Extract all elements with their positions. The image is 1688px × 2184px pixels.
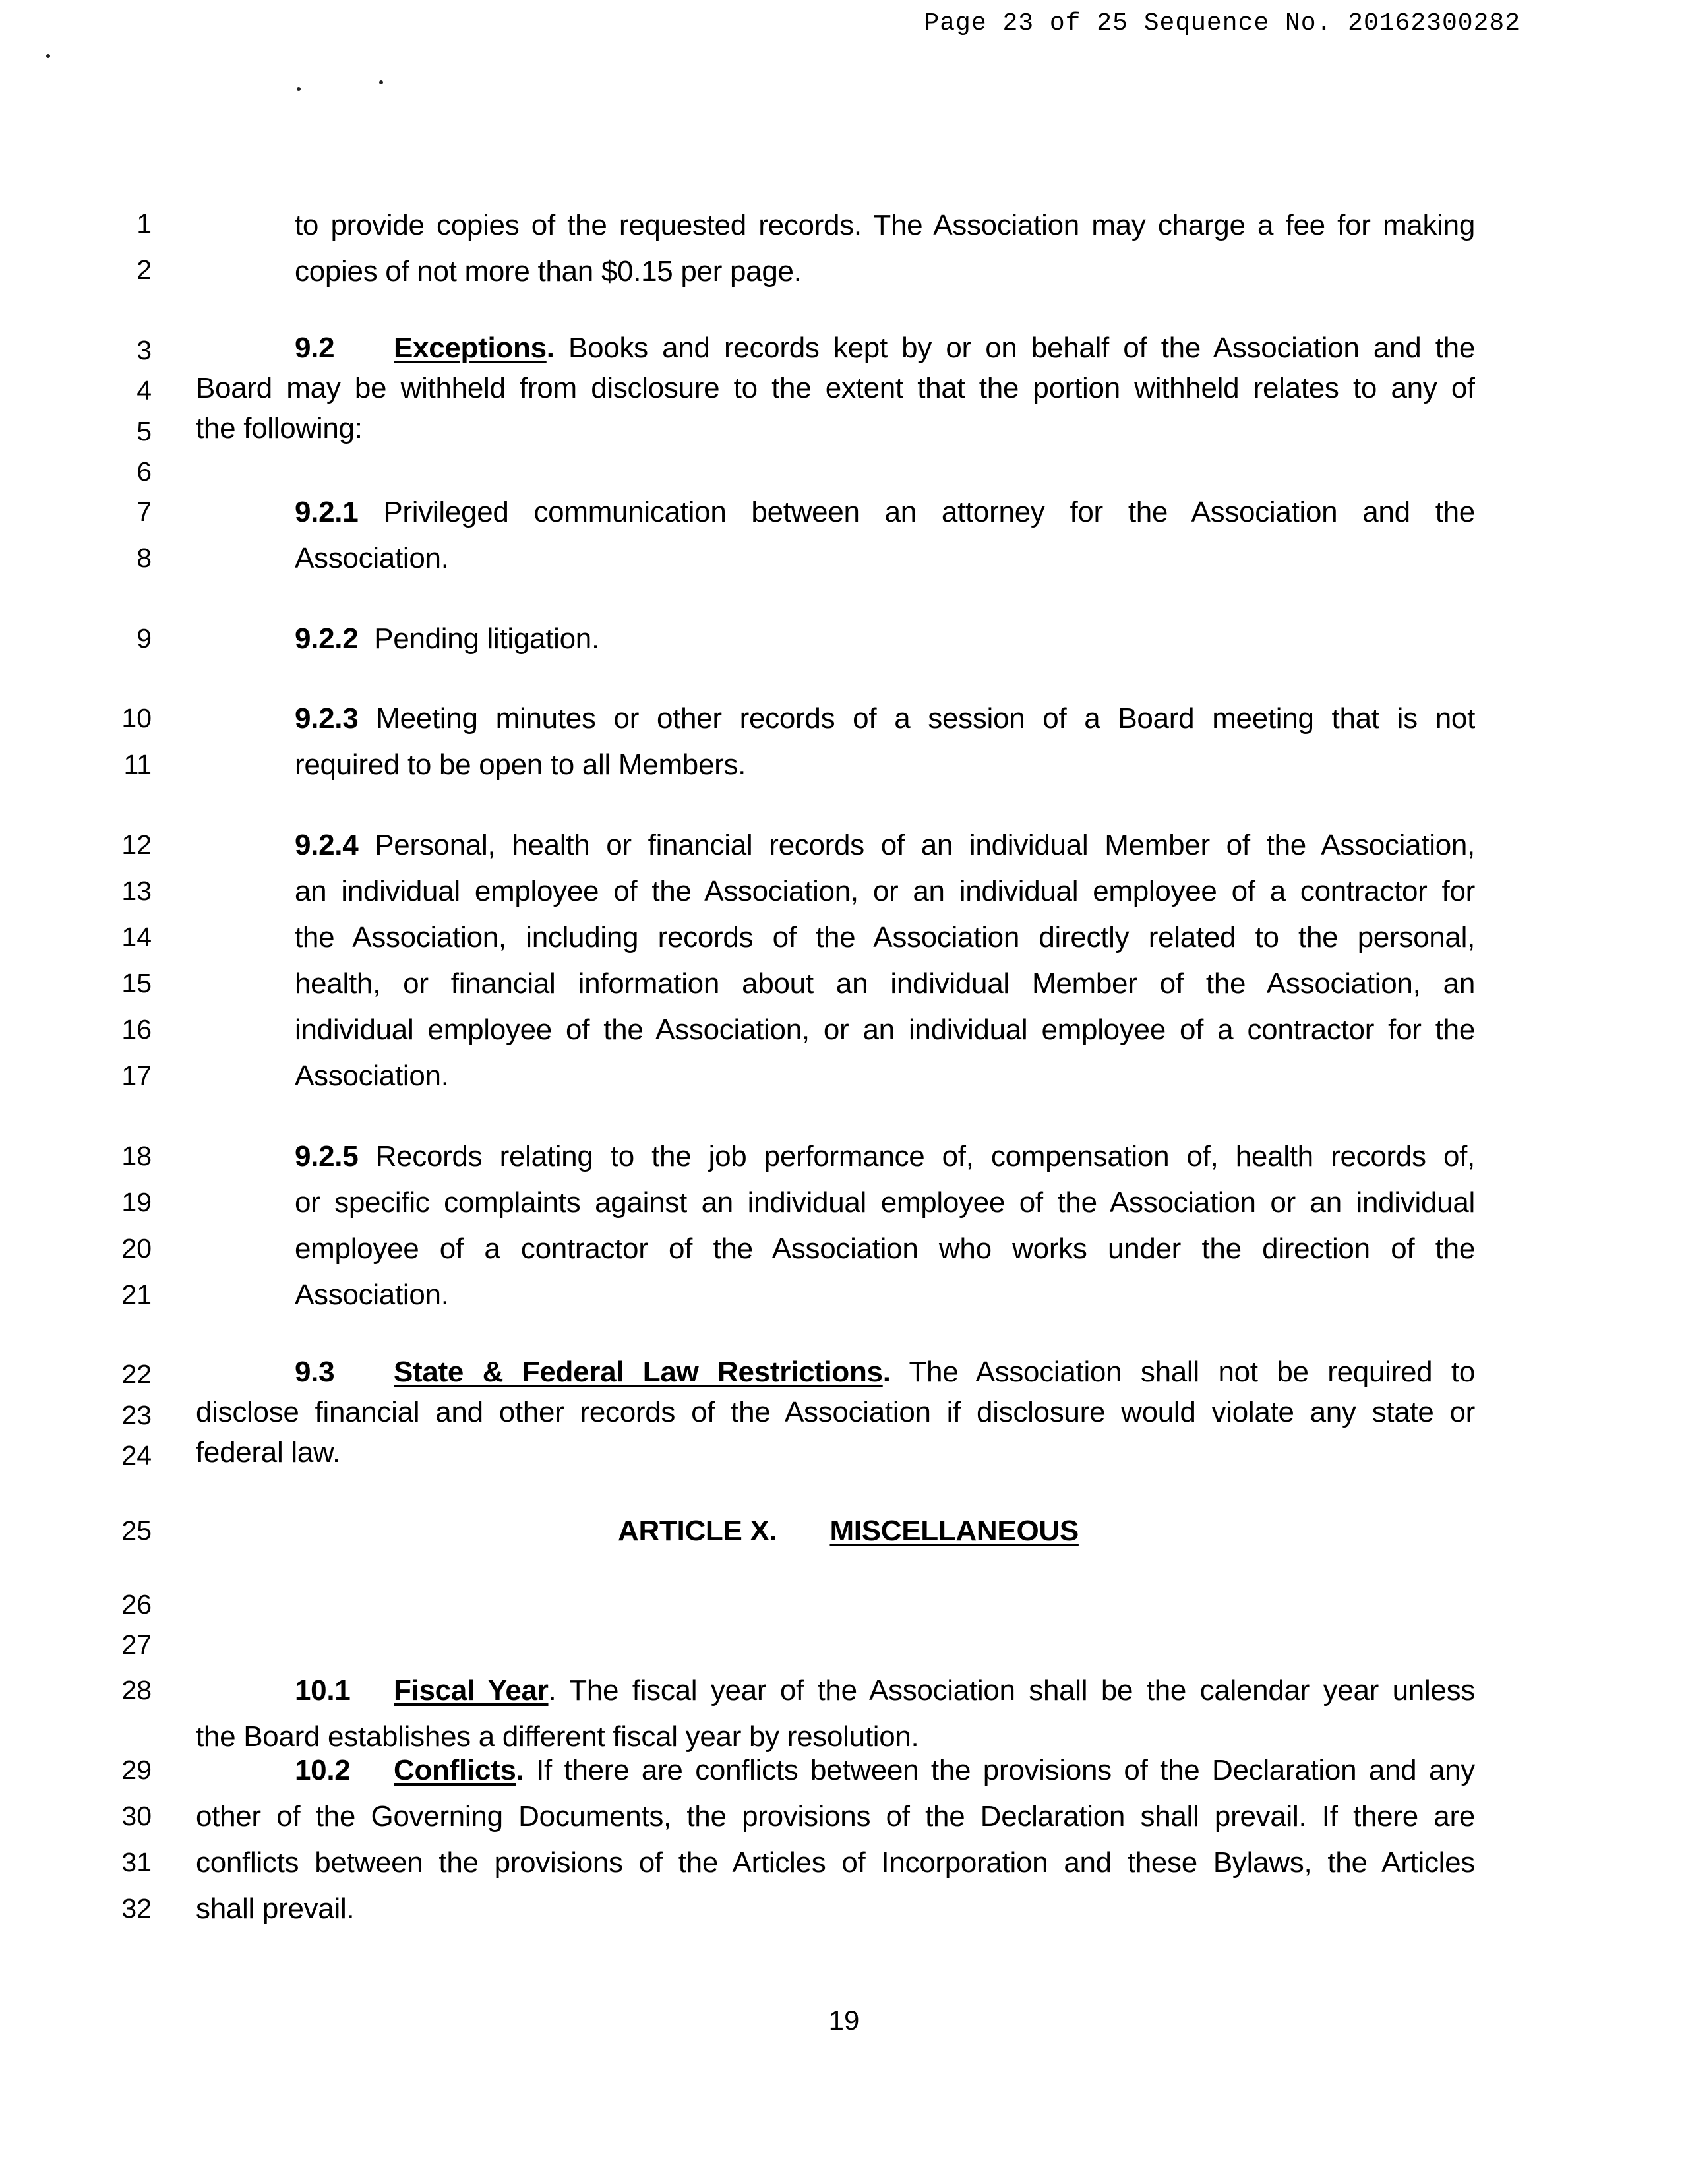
paragraph-text: Meeting minutes or other records of a session of a Board meeting that is not — [376, 702, 1475, 735]
subsection-first-line — [295, 489, 1475, 535]
line-number: 18 — [121, 1141, 152, 1171]
paragraph-text: Pending litigation. — [374, 622, 599, 655]
paragraph-line: the Association, including records of the Association directly related to the personal, — [295, 921, 1475, 954]
paragraph-line: Association. — [295, 542, 449, 574]
paragraph-line: individual employee of the Association, or an individual employee of a contractor for the — [295, 1014, 1475, 1046]
subsection-number: 9.2.5 — [295, 1140, 359, 1172]
page-number: 19 — [828, 2005, 860, 2036]
subsection-9-2-1 — [295, 489, 1475, 582]
paragraph-line: copies of not more than $0.15 per page. — [295, 255, 802, 288]
paragraph-text: Privileged communication between an attorney for the Association and the — [383, 496, 1475, 528]
section-heading: State & Federal Law Restrictions — [394, 1356, 883, 1388]
scan-speck — [297, 87, 301, 91]
section-9-2 — [196, 328, 1475, 448]
line-number: 1 — [136, 208, 152, 239]
scan-speck — [379, 80, 383, 84]
paragraph-line: employee of a contractor of the Association who works under the direction of the — [295, 1232, 1475, 1265]
line-number: 4 — [136, 375, 152, 406]
line-number: 22 — [121, 1359, 152, 1389]
paragraph-line: shall prevail. — [196, 1893, 355, 1925]
article-title: MISCELLANEOUS — [829, 1515, 1079, 1547]
section-number: 10.1 — [295, 1674, 351, 1707]
paragraph-line: the following: — [196, 412, 363, 444]
scan-speck — [46, 54, 50, 58]
heading-period: . — [882, 1356, 891, 1388]
paragraph-line: other of the Governing Documents, the provisions of the Declaration shall prevail. If there are — [196, 1800, 1475, 1833]
subsection-9-2-2 — [295, 616, 1475, 662]
subsection-first-line — [295, 822, 1475, 868]
paragraph-text: Records relating to the job performance of, compensation of, health records of, — [375, 1140, 1475, 1172]
subsection-first-line — [295, 616, 1475, 662]
section-number: 9.3 — [295, 1356, 335, 1388]
line-number: 17 — [121, 1060, 152, 1091]
heading-period: . — [516, 1754, 524, 1786]
paragraph-text: If there are conflicts between the provisions of the Declaration and any — [536, 1754, 1475, 1786]
continuation-paragraph — [295, 202, 1475, 295]
subsection-first-line — [295, 1134, 1475, 1180]
line-number: 14 — [121, 922, 152, 952]
paragraph-line: Board may be withheld from disclosure to the extent that the portion withheld relates to any of — [196, 372, 1475, 404]
section-9-3 — [196, 1352, 1475, 1472]
paragraph-text: Books and records kept by or on behalf of the Association and the — [568, 332, 1475, 364]
subsection-number: 9.2.4 — [295, 829, 359, 861]
section-heading-line — [196, 328, 1475, 368]
paragraph-line: Association. — [295, 1060, 449, 1092]
subsection-number: 9.2.3 — [295, 702, 359, 735]
line-number: 12 — [121, 830, 152, 860]
line-number: 16 — [121, 1014, 152, 1045]
section-number: 9.2 — [295, 332, 335, 364]
line-number: 30 — [121, 1801, 152, 1831]
line-number: 15 — [121, 968, 152, 998]
filing-stamp: Page 23 of 25 Sequence No. 20162300282 — [924, 9, 1521, 38]
paragraph-line: or specific complaints against an individual employee of the Association or an individual — [295, 1186, 1475, 1219]
paragraph-line: an individual employee of the Association, or an individual employee of a contractor for — [295, 875, 1475, 907]
line-number: 21 — [121, 1279, 152, 1310]
paragraph-line: required to be open to all Members. — [295, 748, 746, 781]
paragraph-line: conflicts between the provisions of the Articles of Incorporation and these Bylaws, the Articles — [196, 1846, 1475, 1879]
paragraph-line: health, or financial information about an individual Member of the Association, an — [295, 967, 1475, 1000]
section-10-1 — [196, 1668, 1475, 1760]
line-number: 3 — [136, 335, 152, 365]
heading-period: . — [546, 332, 555, 364]
section-heading-line — [196, 1747, 1475, 1794]
line-number: 24 — [121, 1440, 152, 1471]
paragraph-line: federal law. — [196, 1436, 340, 1469]
line-number: 6 — [136, 456, 152, 487]
line-number: 20 — [121, 1233, 152, 1263]
subsection-9-2-4 — [295, 822, 1475, 1099]
line-number: 23 — [121, 1400, 152, 1430]
subsection-9-2-3 — [295, 696, 1475, 788]
section-number: 10.2 — [295, 1754, 351, 1786]
line-number: 25 — [121, 1515, 152, 1546]
subsection-9-2-5 — [295, 1134, 1475, 1318]
line-number: 7 — [136, 497, 152, 527]
line-number: 8 — [136, 543, 152, 573]
section-heading: Fiscal Year — [394, 1674, 549, 1707]
line-number: 2 — [136, 255, 152, 285]
section-heading-line: 10.1 Fiscal Year. The fiscal year of the Association shall be the calendar year unless — [196, 1668, 1475, 1714]
line-number: 32 — [121, 1893, 152, 1924]
line-number: 28 — [121, 1675, 152, 1705]
line-number: 10 — [121, 703, 152, 733]
line-number: 31 — [121, 1847, 152, 1877]
paragraph-text: Personal, health or financial records of an individual Member of the Association, — [375, 829, 1475, 861]
line-number: 19 — [121, 1187, 152, 1217]
section-heading: Conflicts — [394, 1754, 516, 1786]
subsection-number: 9.2.1 — [295, 496, 359, 528]
subsection-number: 9.2.2 — [295, 622, 359, 655]
paragraph-line: disclose financial and other records of the Association if disclosure would violate any state or — [196, 1396, 1475, 1428]
paragraph-text: The Association shall not be required to — [909, 1356, 1475, 1388]
paragraph-text: The fiscal year of the Association shall be the calendar year unless — [569, 1674, 1475, 1707]
article-heading — [196, 1508, 1475, 1554]
line-number: 27 — [121, 1629, 152, 1660]
section-heading: Exceptions — [394, 332, 547, 364]
section-10-2 — [196, 1747, 1475, 1932]
article-heading-line — [196, 1508, 1475, 1554]
line-number: 26 — [121, 1589, 152, 1620]
subsection-first-line — [295, 696, 1475, 742]
section-heading-line — [196, 1352, 1475, 1392]
paragraph-line: Association. — [295, 1279, 449, 1311]
article-label: ARTICLE X. — [618, 1515, 777, 1547]
line-number: 11 — [123, 749, 152, 779]
paragraph-line: the Board establishes a different fiscal year by resolution. — [196, 1720, 919, 1753]
line-number: 29 — [121, 1755, 152, 1785]
line-number: 13 — [121, 876, 152, 906]
paragraph-line: to provide copies of the requested records. The Association may charge a fee for making — [295, 209, 1475, 241]
line-number: 5 — [136, 416, 152, 446]
line-number: 9 — [136, 623, 152, 653]
